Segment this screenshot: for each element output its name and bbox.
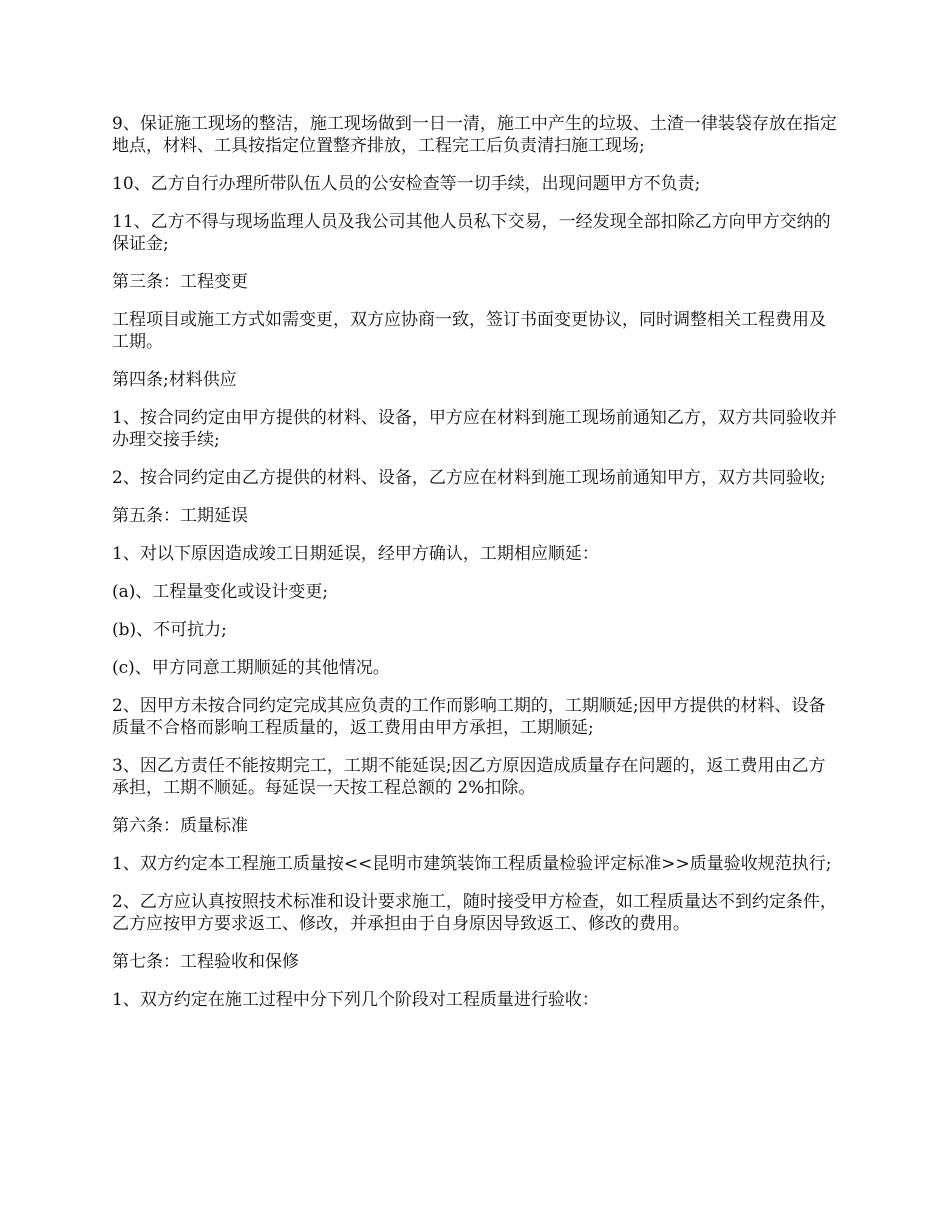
article-4-item-2: 2、按合同约定由乙方提供的材料、设备，乙方应在材料到施工现场前通知甲方，双方共同验收; [112, 468, 826, 488]
article-6-item-1: 1、双方约定本工程施工质量按<<昆明市建筑装饰工程质量检验评定标准>>质量验收规范执行; [112, 854, 832, 874]
article-5-subitem-c: (c)、甲方同意工期顺延的其他情况。 [112, 658, 390, 678]
article-5-subitem-a: (a)、工程量变化或设计变更; [112, 582, 329, 602]
document-body [112, 113, 842, 1027]
article-5-item-1: 1、对以下原因造成竣工日期延误，经甲方确认，工期相应顺延： [112, 544, 599, 564]
article-7-heading: 第七条：工程验收和保修 [112, 952, 299, 972]
article-3-text: 工程项目或施工方式如需变更，双方应协商一致，签订书面变更协议，同时调整相关工程费用及工期。 [112, 310, 826, 352]
article-6-item-2: 2、乙方应认真按照技术标准和设计要求施工，随时接受甲方检查，如工程质量达不到约定条件，乙方应按甲方要求返工、修改，并承担由于自身原因导致返工、修改的费用。 [112, 892, 837, 934]
article-7-item-1: 1、双方约定在施工过程中分下列几个阶段对工程质量进行验收： [112, 990, 599, 1010]
article-4-item-1: 1、按合同约定由甲方提供的材料、设备，甲方应在材料到施工现场前通知乙方，双方共同验收并办理交接手续; [112, 408, 837, 450]
article-3-heading: 第三条：工程变更 [112, 272, 248, 292]
article-5-heading: 第五条：工期延误 [112, 506, 248, 526]
clause-9-site-cleanliness: 9、保证施工现场的整洁，施工现场做到一日一清，施工中产生的垃圾、土渣一律装袋存放在指定地点，材料、工具按指定位置整齐排放，工程完工后负责清扫施工现场; [112, 114, 837, 156]
article-4-heading: 第四条;材料供应 [112, 370, 237, 390]
article-6-heading: 第六条：质量标准 [112, 816, 248, 836]
article-5-subitem-b: (b)、不可抗力; [112, 620, 227, 640]
clause-10-security-check: 10、乙方自行办理所带队伍人员的公安检查等一切手续，出现问题甲方不负责; [112, 174, 701, 194]
clause-11-private-transactions: 11、乙方不得与现场监理人员及我公司其他人员私下交易，一经发现全部扣除乙方向甲方交纳的保证金; [112, 212, 831, 254]
article-5-item-3: 3、因乙方责任不能按期完工，工期不能延误;因乙方原因造成质量存在问题的，返工费用由乙方承担，工期不顺延。每延误一天按工程总额的 2%扣除。 [112, 756, 826, 798]
article-5-item-2: 2、因甲方未按合同约定完成其应负责的工作而影响工期的，工期顺延;因甲方提供的材料、设备质量不合格而影响工程质量的，返工费用由甲方承担，工期顺延; [112, 696, 826, 738]
